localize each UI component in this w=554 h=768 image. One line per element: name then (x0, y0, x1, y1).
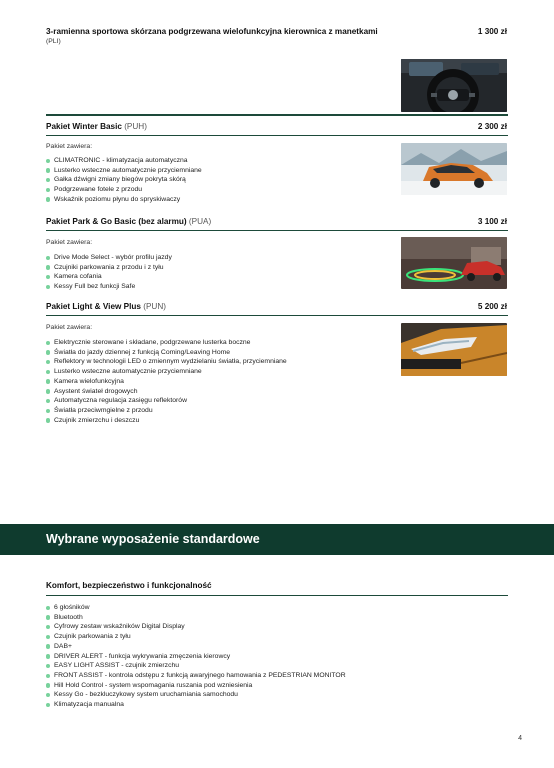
list-item: Wskaźnik poziomu płynu do spryskiwaczy (46, 195, 202, 205)
list-item: Kamera cofania (46, 272, 172, 282)
steering-wheel-photo (401, 59, 507, 112)
section-divider (46, 114, 508, 116)
list-item: Cyfrowy zestaw wskaźników Digital Display (46, 622, 346, 632)
list-item: Kessy Go - bezkluczykowy system uruchamiania samochodu (46, 690, 346, 700)
package-code: (PUH) (124, 122, 147, 131)
list-item: Elektrycznie sterowane i składane, podgrzewane lusterka boczne (46, 338, 287, 348)
package-feature-list-winter (46, 156, 202, 205)
list-item: EASY LIGHT ASSIST - czujnik zmierzchu (46, 661, 346, 671)
wheel-option-code: (PLI) (46, 38, 61, 45)
standard-equipment-banner (0, 524, 554, 555)
list-item: FRONT ASSIST - kontrola odstępu z funkcją awaryjnego hamowania z PEDESTRIAN MONITOR (46, 671, 346, 681)
list-item: Lusterko wsteczne automatycznie przyciemniane (46, 367, 287, 377)
package-price-winter: 2 300 zł (477, 122, 507, 131)
list-item: Podgrzewane fotele z przodu (46, 185, 202, 195)
package-divider (46, 315, 508, 316)
section-divider (46, 595, 508, 596)
package-includes-label: Pakiet zawiera: (46, 239, 93, 246)
package-divider (46, 135, 508, 136)
parking-assist-photo (401, 237, 507, 289)
list-item: DRIVER ALERT - funkcja wykrywania zmęczenia kierowcy (46, 652, 346, 662)
package-code: (PUN) (143, 302, 166, 311)
list-item: Czujnik zmierzchu i deszczu (46, 416, 287, 426)
package-title-park-go (46, 217, 211, 226)
package-includes-label: Pakiet zawiera: (46, 143, 93, 150)
package-code: (PUA) (188, 217, 212, 226)
list-item: Światła do jazdy dziennej z funkcją Coming/Leaving Home (46, 348, 287, 358)
wheel-option-title (46, 27, 406, 36)
wheel-option-name: 3-ramienna sportowa skórzana podgrzewana wielofunkcyjna kierownica z manetkami (46, 27, 378, 36)
list-item: Drive Mode Select - wybór profilu jazdy (46, 253, 172, 263)
package-name: Pakiet Park & Go Basic (bez alarmu) (46, 217, 187, 226)
list-item: Asystent świateł drogowych (46, 387, 287, 397)
package-price-park-go: 3 100 zł (477, 217, 507, 226)
list-item: Automatyczna regulacja zasięgu reflektorów (46, 396, 287, 406)
list-item: Lusterko wsteczne automatycznie przyciemniane (46, 166, 202, 176)
list-item: CLIMATRONIC - klimatyzacja automatyczna (46, 156, 202, 166)
package-price-light-view: 5 200 zł (477, 302, 507, 311)
list-item: DAB+ (46, 642, 346, 652)
package-name: Pakiet Winter Basic (46, 122, 122, 131)
package-name: Pakiet Light & View Plus (46, 302, 141, 311)
list-item: Czujniki parkowania z przodu i z tyłu (46, 263, 172, 273)
headlight-photo (401, 323, 507, 376)
list-item: Gałka dźwigni zmiany biegów pokryta skórą (46, 175, 202, 185)
standard-section-title: Komfort, bezpieczeństwo i funkcjonalność (46, 581, 212, 590)
package-feature-list-park-go (46, 253, 172, 292)
standard-feature-list (46, 603, 346, 710)
list-item: Kessy Full bez funkcji Safe (46, 282, 172, 292)
list-item: 6 głośników (46, 603, 346, 613)
wheel-option-price: 1 300 zł (477, 27, 507, 36)
winter-car-photo (401, 143, 507, 195)
page-number: 4 (518, 735, 522, 742)
list-item: Światła przeciwmgielne z przodu (46, 406, 287, 416)
list-item: Kamera wielofunkcyjna (46, 377, 287, 387)
list-item: Hill Hold Control - system wspomagania ruszania pod wzniesienia (46, 681, 346, 691)
package-divider (46, 230, 508, 231)
package-feature-list-light-view (46, 338, 287, 425)
list-item: Bluetooth (46, 613, 346, 623)
list-item: Czujnik parkowania z tyłu (46, 632, 346, 642)
list-item: Klimatyzacja manualna (46, 700, 346, 710)
package-includes-label: Pakiet zawiera: (46, 324, 93, 331)
package-title-winter (46, 122, 147, 131)
banner-title: Wybrane wyposażenie standardowe (46, 532, 260, 546)
package-title-light-view (46, 302, 166, 311)
list-item: Reflektory w technologii LED o zmiennym wydzielaniu światła, przyciemniane (46, 357, 287, 367)
